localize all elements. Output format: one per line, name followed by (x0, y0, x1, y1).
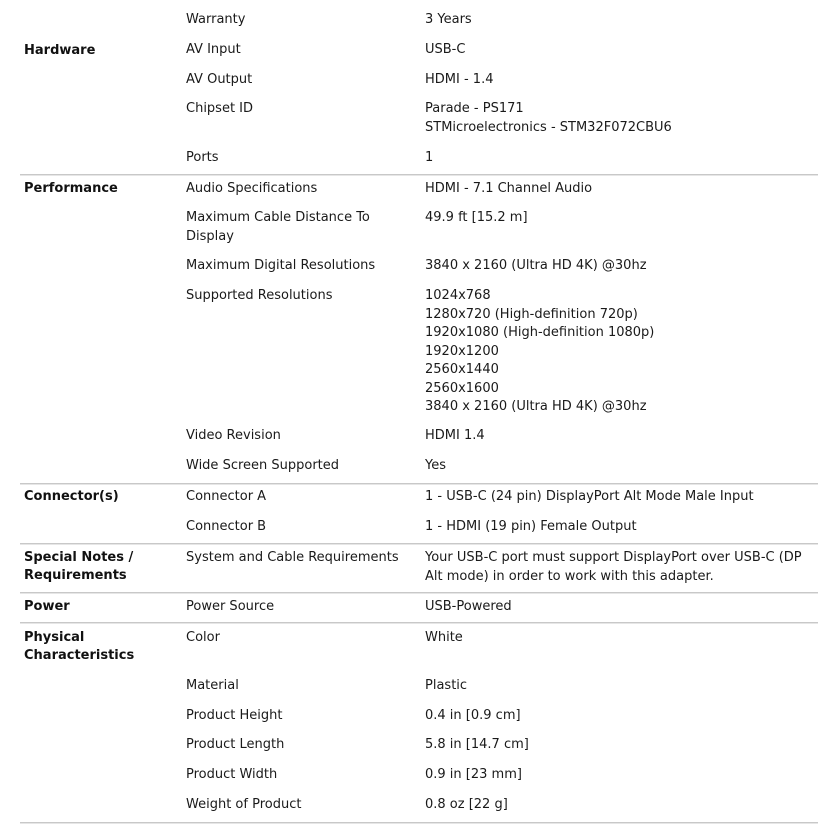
spec-value: 1 (425, 150, 434, 165)
spec-value: 0.8 oz [22 g] (425, 797, 508, 812)
category-label: Hardware (24, 43, 96, 58)
spec-label: AV Output (186, 72, 253, 87)
spec-label: Ports (186, 150, 219, 165)
spec-label: Weight of Product (186, 797, 302, 812)
spec-label: Video Revision (186, 428, 281, 443)
spec-label: Maximum Digital Resolutions (186, 258, 376, 273)
spec-value: White (425, 630, 463, 645)
spec-label: Chipset ID (186, 101, 254, 116)
spec-value: 3 Years (425, 12, 472, 27)
spec-value: Plastic (425, 678, 468, 693)
spec-label: Wide Screen Supported (186, 458, 340, 473)
spec-value: 49.9 ft [15.2 m] (425, 210, 528, 225)
spec-value: USB-Powered (425, 599, 512, 614)
spec-label: Connector B (186, 519, 267, 534)
spec-value: 5.8 in [14.7 cm] (425, 737, 529, 752)
spec-value: 1 - USB-C (24 pin) DisplayPort Alt Mode Male Input (425, 489, 754, 504)
spec-value: Parade - PS171 STMicroelectronics - STM32F072CBU6 (425, 101, 672, 135)
spec-label: Connector A (186, 489, 267, 504)
spec-label: Product Width (186, 767, 278, 782)
category-label: Performance (24, 181, 118, 196)
spec-label: System and Cable Requirements (186, 550, 399, 565)
spec-value: USB-C (425, 42, 466, 57)
section-special-notes (20, 545, 818, 593)
spec-value: 0.4 in [0.9 cm] (425, 708, 521, 723)
spec-value: Your USB-C port must support DisplayPort over USB-C (DP Alt mode) in order to work with this adapter. (425, 550, 802, 584)
spec-value: Yes (425, 458, 446, 473)
spec-label: Supported Resolutions (186, 288, 333, 303)
spec-label: Warranty (186, 12, 246, 27)
spec-value: 1024x768 1280x720 (High-definition 720p) 1920x1080 (High-definition 1080p) 1920x1200 2560x1440 2560x1600 3840 x 2160 (Ultra HD 4K) @30hz (425, 288, 655, 414)
spec-value: HDMI - 7.1 Channel Audio (425, 181, 593, 196)
spec-value: HDMI 1.4 (425, 428, 485, 443)
category-label: Physical Characteristics (24, 630, 135, 663)
spec-label: Power Source (186, 599, 275, 614)
section-physical (20, 624, 818, 823)
section-performance (20, 176, 818, 484)
category-label: Connector(s) (24, 489, 119, 504)
spec-label: Material (186, 678, 239, 693)
spec-label: Product Height (186, 708, 283, 723)
section-connectors (20, 485, 818, 544)
section-power (20, 594, 818, 623)
spec-value: HDMI - 1.4 (425, 72, 494, 87)
spec-label: Color (186, 630, 220, 645)
section-hardware (20, 0, 818, 175)
spec-label: AV Input (186, 42, 241, 57)
spec-label: Product Length (186, 737, 285, 752)
category-label: Special Notes / Requirements (24, 550, 134, 583)
spec-value: 3840 x 2160 (Ultra HD 4K) @30hz (425, 258, 647, 273)
category-label: Power (24, 599, 70, 614)
spec-label: Audio Specifications (186, 181, 318, 196)
spec-label: Maximum Cable Distance To Display (186, 210, 370, 244)
spec-value: 1 - HDMI (19 pin) Female Output (425, 519, 637, 534)
spec-value: 0.9 in [23 mm] (425, 767, 522, 782)
